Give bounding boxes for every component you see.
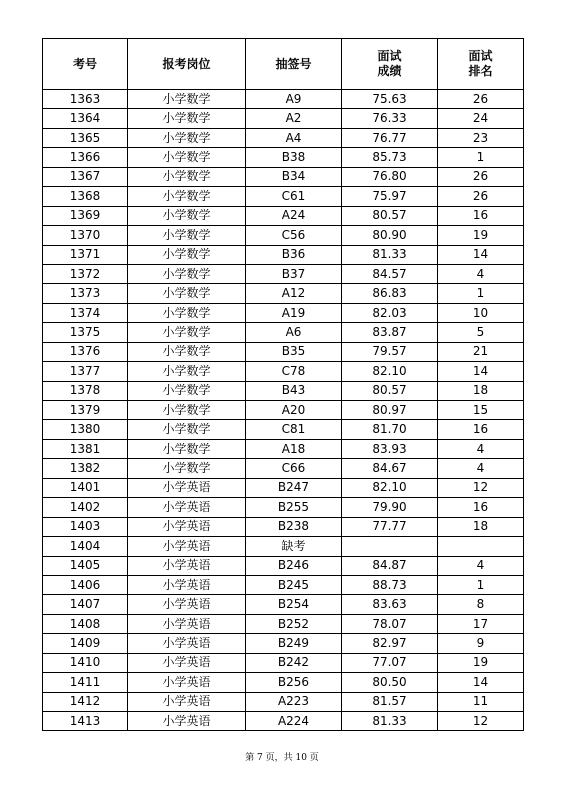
cell-score: 84.67: [342, 459, 438, 478]
table-row: [43, 537, 524, 556]
table-row: [43, 595, 524, 614]
cell-lot: B246: [246, 556, 342, 575]
table-row: [43, 284, 524, 303]
cell-position: 小学英语: [128, 556, 246, 575]
cell-position: 小学英语: [128, 673, 246, 692]
cell-lot: A4: [246, 128, 342, 147]
cell-position: 小学英语: [128, 575, 246, 594]
cell-lot: A224: [246, 712, 342, 731]
cell-position: 小学数学: [128, 167, 246, 186]
cell-position: 小学数学: [128, 148, 246, 167]
table-row: [43, 556, 524, 575]
cell-rank: 26: [438, 187, 524, 206]
page-footer: 第 7 页，共 10 页: [245, 753, 319, 763]
cell-score: 76.80: [342, 167, 438, 186]
cell-position: 小学数学: [128, 342, 246, 361]
cell-lot: B36: [246, 245, 342, 264]
cell-score: 83.87: [342, 323, 438, 342]
cell-lot: B254: [246, 595, 342, 614]
cell-position: 小学数学: [128, 90, 246, 109]
cell-score: 80.90: [342, 226, 438, 245]
cell-lot: 缺考: [246, 537, 342, 556]
header-position: 报考岗位: [128, 39, 246, 90]
table-row: [43, 226, 524, 245]
cell-id: 1404: [43, 537, 128, 556]
cell-score: 81.57: [342, 692, 438, 711]
cell-position: 小学英语: [128, 692, 246, 711]
header-rank: 面试 排名: [438, 39, 524, 90]
cell-rank: 12: [438, 712, 524, 731]
cell-id: 1403: [43, 517, 128, 536]
cell-rank: 5: [438, 323, 524, 342]
cell-id: 1369: [43, 206, 128, 225]
table-row: [43, 362, 524, 381]
cell-score: 82.10: [342, 478, 438, 497]
cell-position: 小学数学: [128, 401, 246, 420]
cell-id: 1373: [43, 284, 128, 303]
table-header-row: [43, 39, 524, 90]
cell-score: 79.57: [342, 342, 438, 361]
table-row: [43, 673, 524, 692]
cell-score: 76.33: [342, 109, 438, 128]
cell-position: 小学数学: [128, 439, 246, 458]
cell-id: 1379: [43, 401, 128, 420]
cell-id: 1411: [43, 673, 128, 692]
cell-score: 82.10: [342, 362, 438, 381]
cell-score: 81.33: [342, 245, 438, 264]
cell-position: 小学数学: [128, 206, 246, 225]
cell-score: 80.57: [342, 381, 438, 400]
cell-lot: B247: [246, 478, 342, 497]
cell-rank: 19: [438, 653, 524, 672]
cell-score: 88.73: [342, 575, 438, 594]
cell-score: 80.50: [342, 673, 438, 692]
cell-rank: 23: [438, 128, 524, 147]
cell-lot: B252: [246, 614, 342, 633]
cell-rank: 4: [438, 459, 524, 478]
cell-lot: B35: [246, 342, 342, 361]
cell-lot: C78: [246, 362, 342, 381]
cell-lot: A20: [246, 401, 342, 420]
cell-id: 1409: [43, 634, 128, 653]
table-row: [43, 323, 524, 342]
cell-id: 1371: [43, 245, 128, 264]
cell-lot: B34: [246, 167, 342, 186]
cell-id: 1412: [43, 692, 128, 711]
cell-position: 小学英语: [128, 517, 246, 536]
table-row: [43, 401, 524, 420]
cell-id: 1372: [43, 264, 128, 283]
cell-score: 79.90: [342, 498, 438, 517]
cell-id: 1366: [43, 148, 128, 167]
cell-lot: B37: [246, 264, 342, 283]
table-row: [43, 653, 524, 672]
cell-rank: 24: [438, 109, 524, 128]
cell-score: 78.07: [342, 614, 438, 633]
cell-rank: 16: [438, 206, 524, 225]
table-row: [43, 167, 524, 186]
cell-id: 1380: [43, 420, 128, 439]
cell-lot: A18: [246, 439, 342, 458]
cell-id: 1363: [43, 90, 128, 109]
cell-lot: C56: [246, 226, 342, 245]
cell-lot: B256: [246, 673, 342, 692]
cell-position: 小学数学: [128, 323, 246, 342]
table-row: [43, 634, 524, 653]
cell-lot: B245: [246, 575, 342, 594]
cell-id: 1370: [43, 226, 128, 245]
cell-rank: 16: [438, 498, 524, 517]
cell-id: 1377: [43, 362, 128, 381]
cell-score: 77.07: [342, 653, 438, 672]
cell-score: [342, 537, 438, 556]
cell-score: 83.63: [342, 595, 438, 614]
cell-lot: B238: [246, 517, 342, 536]
cell-rank: 15: [438, 401, 524, 420]
cell-id: 1405: [43, 556, 128, 575]
cell-lot: C61: [246, 187, 342, 206]
cell-lot: A2: [246, 109, 342, 128]
cell-rank: 19: [438, 226, 524, 245]
cell-id: 1364: [43, 109, 128, 128]
cell-score: 80.97: [342, 401, 438, 420]
cell-lot: B255: [246, 498, 342, 517]
table-row: [43, 245, 524, 264]
cell-lot: B38: [246, 148, 342, 167]
header-lot: 抽签号: [246, 39, 342, 90]
cell-position: 小学英语: [128, 537, 246, 556]
cell-lot: A9: [246, 90, 342, 109]
cell-score: 75.97: [342, 187, 438, 206]
cell-position: 小学英语: [128, 634, 246, 653]
table-row: [43, 498, 524, 517]
cell-id: 1376: [43, 342, 128, 361]
cell-position: 小学英语: [128, 478, 246, 497]
cell-rank: 1: [438, 575, 524, 594]
cell-id: 1402: [43, 498, 128, 517]
cell-lot: B43: [246, 381, 342, 400]
cell-position: 小学数学: [128, 187, 246, 206]
cell-rank: 11: [438, 692, 524, 711]
cell-position: 小学英语: [128, 614, 246, 633]
table-body: [43, 90, 524, 731]
cell-rank: 4: [438, 264, 524, 283]
cell-rank: 9: [438, 634, 524, 653]
table-row: [43, 90, 524, 109]
cell-position: 小学数学: [128, 381, 246, 400]
table-row: [43, 381, 524, 400]
cell-position: 小学数学: [128, 420, 246, 439]
table-row: [43, 342, 524, 361]
cell-id: 1374: [43, 303, 128, 322]
cell-position: 小学英语: [128, 653, 246, 672]
header-score: 面试 成绩: [342, 39, 438, 90]
cell-position: 小学数学: [128, 362, 246, 381]
table-row: [43, 148, 524, 167]
table-row: [43, 517, 524, 536]
cell-rank: 1: [438, 148, 524, 167]
cell-rank: 4: [438, 556, 524, 575]
cell-lot: A12: [246, 284, 342, 303]
cell-lot: A223: [246, 692, 342, 711]
cell-score: 82.03: [342, 303, 438, 322]
cell-rank: 18: [438, 517, 524, 536]
cell-score: 75.63: [342, 90, 438, 109]
cell-id: 1368: [43, 187, 128, 206]
cell-lot: C81: [246, 420, 342, 439]
cell-position: 小学数学: [128, 245, 246, 264]
cell-score: 86.83: [342, 284, 438, 303]
cell-id: 1410: [43, 653, 128, 672]
cell-id: 1406: [43, 575, 128, 594]
cell-id: 1367: [43, 167, 128, 186]
cell-score: 84.57: [342, 264, 438, 283]
table-row: [43, 614, 524, 633]
table-row: [43, 478, 524, 497]
cell-score: 85.73: [342, 148, 438, 167]
cell-position: 小学数学: [128, 128, 246, 147]
cell-score: 81.33: [342, 712, 438, 731]
cell-id: 1381: [43, 439, 128, 458]
cell-rank: 1: [438, 284, 524, 303]
score-table-container: [42, 38, 524, 731]
cell-rank: 21: [438, 342, 524, 361]
table-row: [43, 692, 524, 711]
cell-rank: 12: [438, 478, 524, 497]
table-row: [43, 712, 524, 731]
cell-position: 小学数学: [128, 226, 246, 245]
cell-score: 83.93: [342, 439, 438, 458]
cell-position: 小学英语: [128, 498, 246, 517]
cell-lot: B249: [246, 634, 342, 653]
cell-rank: 26: [438, 90, 524, 109]
cell-lot: A24: [246, 206, 342, 225]
cell-rank: 17: [438, 614, 524, 633]
table-row: [43, 187, 524, 206]
table-row: [43, 109, 524, 128]
cell-position: 小学英语: [128, 712, 246, 731]
cell-position: 小学数学: [128, 109, 246, 128]
cell-position: 小学数学: [128, 303, 246, 322]
table-row: [43, 206, 524, 225]
score-table: [42, 38, 524, 731]
cell-rank: 4: [438, 439, 524, 458]
cell-rank: 16: [438, 420, 524, 439]
cell-rank: 8: [438, 595, 524, 614]
cell-id: 1401: [43, 478, 128, 497]
cell-rank: 18: [438, 381, 524, 400]
cell-lot: A19: [246, 303, 342, 322]
cell-rank: [438, 537, 524, 556]
header-id: 考号: [43, 39, 128, 90]
cell-id: 1407: [43, 595, 128, 614]
cell-position: 小学数学: [128, 459, 246, 478]
table-row: [43, 128, 524, 147]
cell-rank: 26: [438, 167, 524, 186]
table-row: [43, 303, 524, 322]
table-row: [43, 439, 524, 458]
cell-id: 1378: [43, 381, 128, 400]
cell-id: 1382: [43, 459, 128, 478]
cell-score: 82.97: [342, 634, 438, 653]
cell-rank: 10: [438, 303, 524, 322]
cell-score: 77.77: [342, 517, 438, 536]
cell-lot: B242: [246, 653, 342, 672]
table-row: [43, 420, 524, 439]
cell-score: 80.57: [342, 206, 438, 225]
cell-rank: 14: [438, 245, 524, 264]
cell-id: 1408: [43, 614, 128, 633]
cell-lot: A6: [246, 323, 342, 342]
cell-position: 小学数学: [128, 284, 246, 303]
cell-id: 1375: [43, 323, 128, 342]
cell-position: 小学英语: [128, 595, 246, 614]
cell-id: 1413: [43, 712, 128, 731]
table-row: [43, 459, 524, 478]
cell-rank: 14: [438, 673, 524, 692]
table-row: [43, 264, 524, 283]
cell-score: 84.87: [342, 556, 438, 575]
cell-lot: C66: [246, 459, 342, 478]
cell-id: 1365: [43, 128, 128, 147]
cell-rank: 14: [438, 362, 524, 381]
cell-score: 76.77: [342, 128, 438, 147]
cell-score: 81.70: [342, 420, 438, 439]
cell-position: 小学数学: [128, 264, 246, 283]
table-row: [43, 575, 524, 594]
